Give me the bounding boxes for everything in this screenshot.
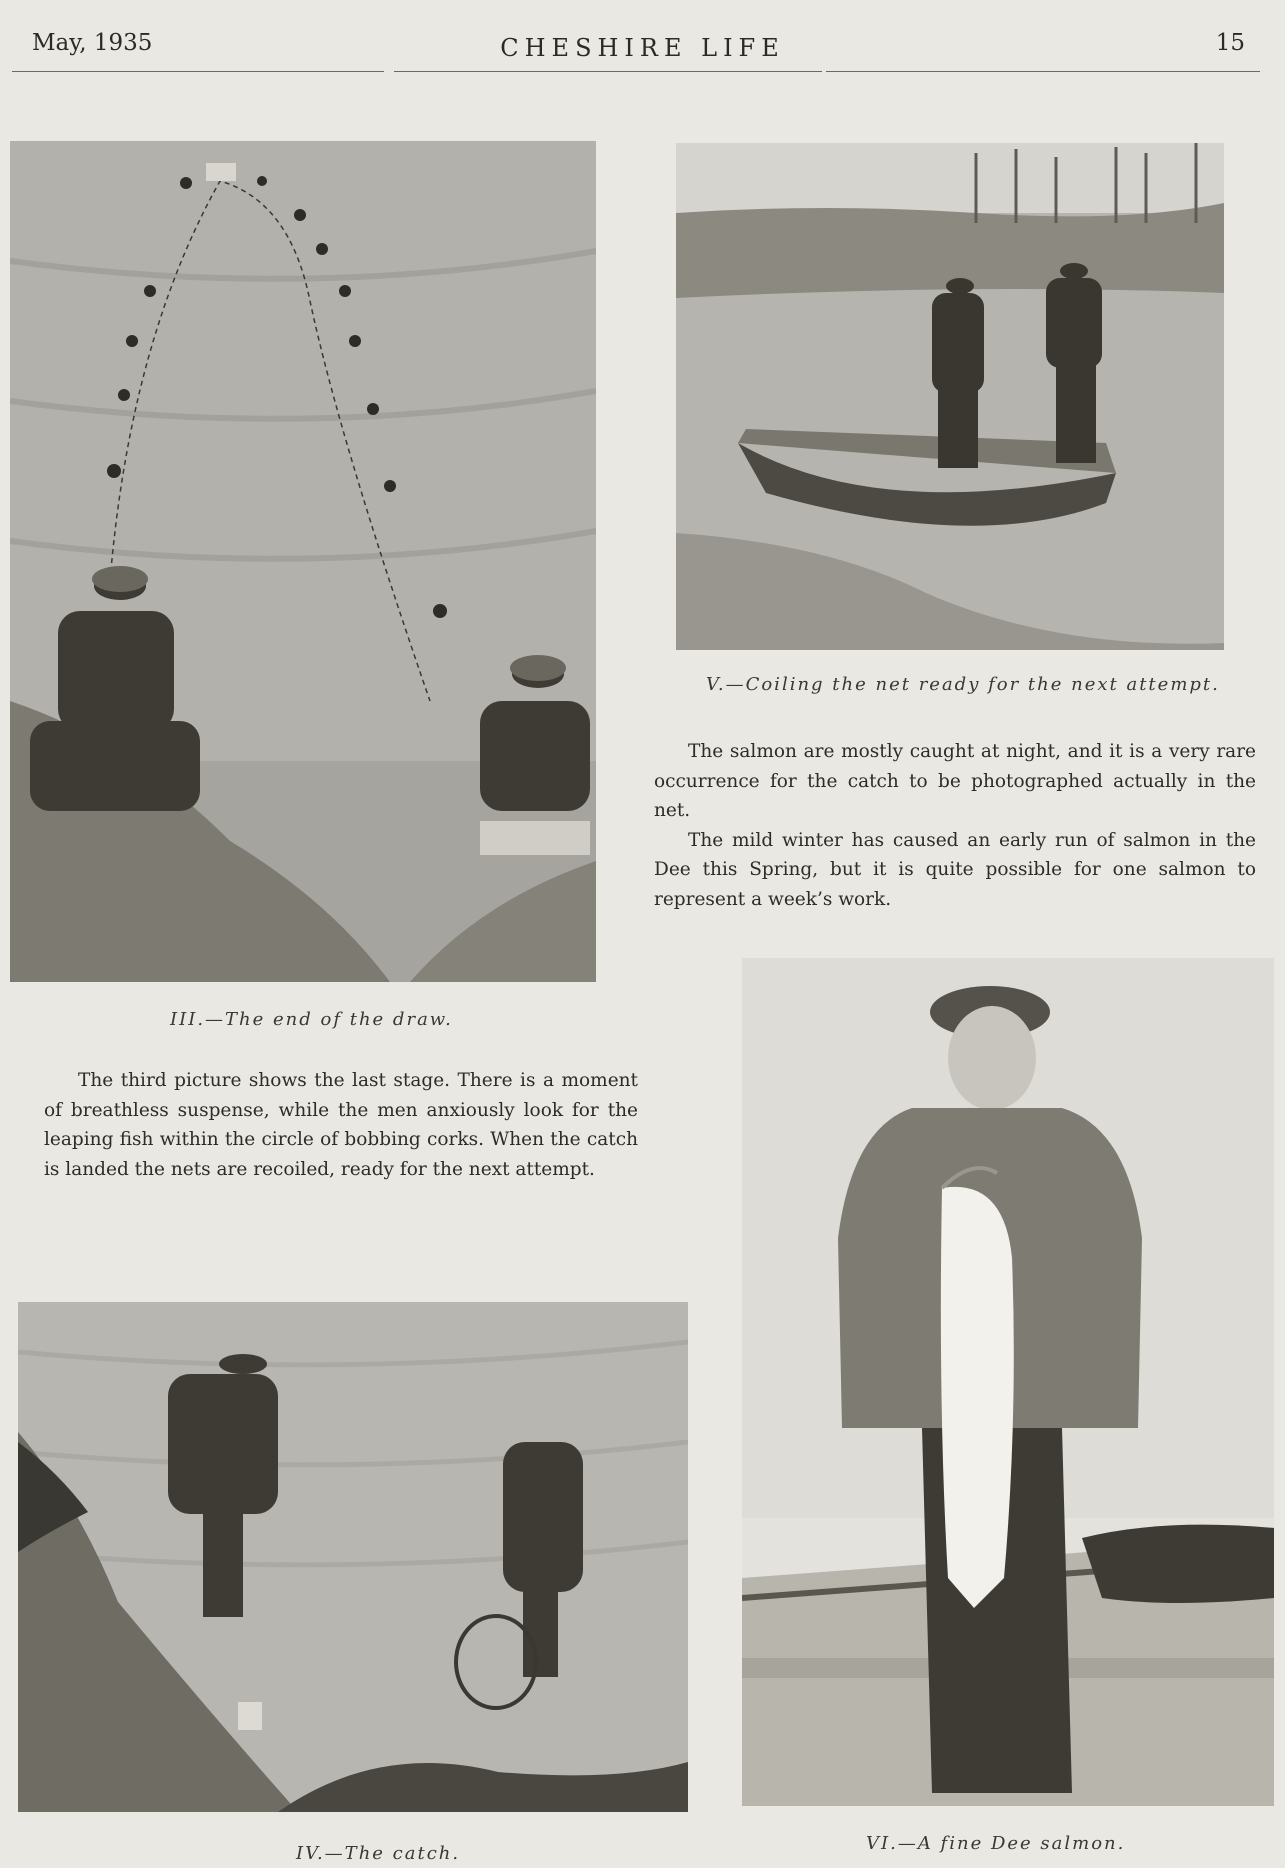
caption-coiling-net: V.—Coiling the net ready for the next attempt. bbox=[706, 674, 1220, 695]
caption-the-catch: IV.—The catch. bbox=[296, 1843, 461, 1864]
header-rule-center bbox=[394, 71, 822, 72]
photo-coiling-net bbox=[676, 143, 1224, 650]
paragraph-caught-at-night: The salmon are mostly caught at night, and it is a very rare occurrence for the catch to be photographed actually in the net. bbox=[654, 741, 1256, 821]
header-rule-left bbox=[12, 71, 384, 72]
photo-the-catch bbox=[18, 1302, 688, 1812]
caption-dee-salmon: VI.—A fine Dee salmon. bbox=[866, 1833, 1126, 1854]
article-text-salmon bbox=[654, 737, 1256, 914]
paragraph-third-picture: The third picture shows the last stage. There is a moment of breathless suspense, while the men anxiously look for the leaping fish within the circle of bobbing corks. When the catch is landed the nets are recoiled, ready for the next attempt. bbox=[44, 1070, 638, 1180]
photo-dee-salmon bbox=[742, 958, 1274, 1806]
caption-end-of-draw: III.—The end of the draw. bbox=[170, 1009, 453, 1030]
page-number: 15 bbox=[1215, 30, 1245, 56]
paragraph-mild-winter: The mild winter has caused an early run of salmon in the Dee this Spring, but it is quite possible for one salmon to represent a week’s work. bbox=[654, 829, 1256, 910]
article-text-third-picture bbox=[44, 1066, 638, 1184]
magazine-title: CHESHIRE LIFE bbox=[500, 34, 785, 62]
issue-date: May, 1935 bbox=[32, 30, 153, 56]
photo-end-of-draw bbox=[10, 141, 596, 982]
header-rule-right bbox=[826, 71, 1260, 72]
